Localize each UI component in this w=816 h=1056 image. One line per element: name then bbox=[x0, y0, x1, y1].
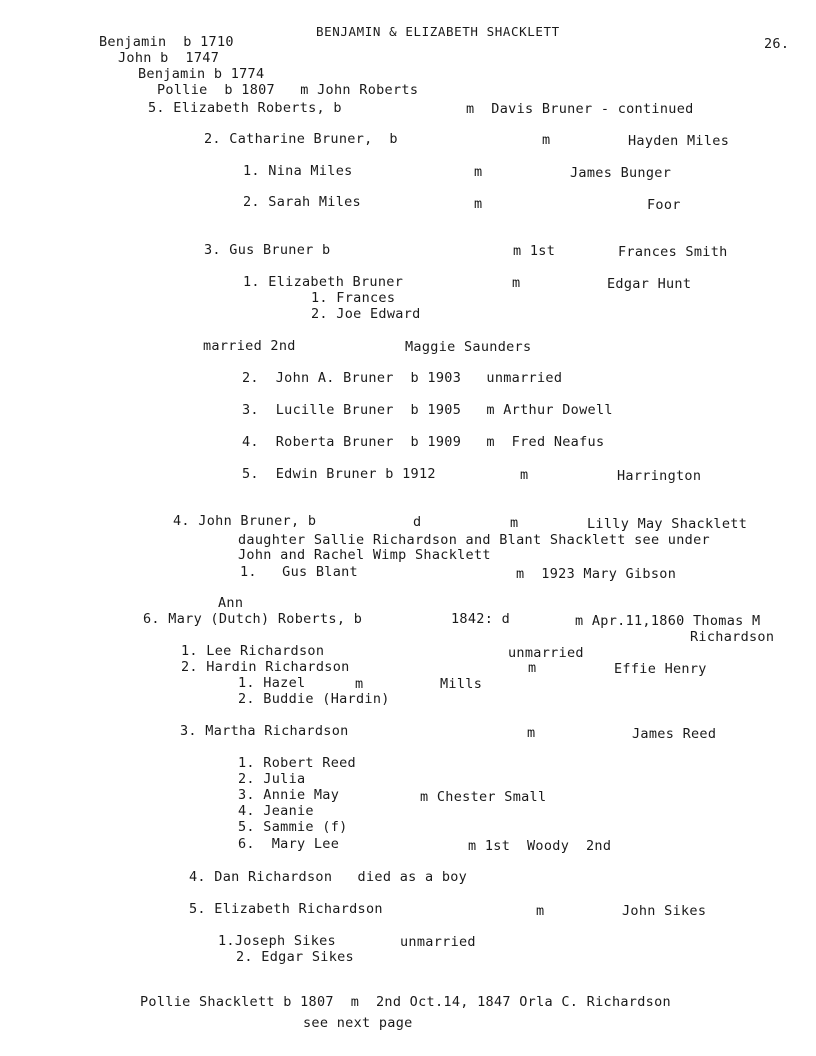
entry-spouse: Maggie Saunders bbox=[405, 339, 532, 355]
entry-line: 2. Sarah Miles bbox=[243, 194, 361, 210]
see-next-page-note: see next page bbox=[303, 1015, 413, 1031]
entry-spouse: Foor bbox=[647, 197, 681, 213]
ancestor-line: Benjamin b 1710 bbox=[99, 34, 234, 50]
entry-line: 4. Jeanie bbox=[238, 803, 314, 819]
entry-spouse: Harrington bbox=[617, 468, 702, 484]
ancestor-line: John b 1747 bbox=[118, 50, 220, 66]
entry-marriage-mark: m 1st bbox=[513, 243, 556, 259]
entry-spouse: m 1923 Mary Gibson bbox=[516, 566, 677, 582]
entry-note: unmarried bbox=[508, 645, 584, 661]
entry-line: 1. Hazel bbox=[238, 675, 306, 691]
entry-marriage-mark: m bbox=[528, 660, 537, 676]
entry-note: John and Rachel Wimp Shacklett bbox=[238, 547, 491, 563]
entry-spouse: Edgar Hunt bbox=[607, 276, 692, 292]
entry-line: 3. Lucille Bruner b 1905 m Arthur Dowell bbox=[242, 402, 613, 418]
page-number: 26. bbox=[764, 36, 790, 52]
entry-dates: 1842: d bbox=[451, 611, 510, 627]
entry-line: 1. Robert Reed bbox=[238, 755, 356, 771]
entry-spouse: m Davis Bruner - continued bbox=[466, 101, 694, 117]
entry-line: 2. Buddie (Hardin) bbox=[238, 691, 390, 707]
ancestor-line: Pollie b 1807 m John Roberts bbox=[157, 82, 419, 98]
entry-spouse: m Apr.11,1860 Thomas M bbox=[575, 613, 761, 629]
entry-line: 5. Edwin Bruner b 1912 bbox=[242, 466, 436, 482]
entry-line: 4. Roberta Bruner b 1909 m Fred Neafus bbox=[242, 434, 605, 450]
entry-line: 2. Julia bbox=[238, 771, 306, 787]
entry-spouse: Mills bbox=[440, 676, 483, 692]
entry-line: 3. Martha Richardson bbox=[180, 723, 349, 739]
entry-marriage-mark: m bbox=[512, 275, 521, 291]
entry-marriage-mark: m bbox=[542, 132, 551, 148]
entry-spouse: m Chester Small bbox=[420, 789, 547, 805]
entry-marriage-mark: m bbox=[510, 515, 519, 531]
entry-line: 2. Edgar Sikes bbox=[236, 949, 354, 965]
entry-line: 4. Dan Richardson died as a boy bbox=[189, 869, 468, 885]
entry-marriage-mark: m bbox=[536, 903, 545, 919]
entry-note: daughter Sallie Richardson and Blant Shacklett see under bbox=[238, 532, 710, 548]
entry-note: unmarried bbox=[400, 934, 476, 950]
entry-line: 4. John Bruner, b bbox=[173, 513, 317, 529]
entry-line: 6. Mary (Dutch) Roberts, b bbox=[143, 611, 363, 627]
entry-line: 6. Mary Lee bbox=[238, 836, 340, 852]
entry-spouse: James Bunger bbox=[570, 165, 672, 181]
entry-line: 1. Nina Miles bbox=[243, 163, 353, 179]
entry-marriage-mark: m bbox=[355, 676, 364, 692]
entry-death-mark: d bbox=[413, 514, 422, 530]
entry-line: 1.Joseph Sikes bbox=[218, 933, 336, 949]
entry-line: 1. Elizabeth Bruner bbox=[243, 274, 404, 290]
entry-line: 3. Gus Bruner b bbox=[204, 242, 331, 258]
entry-spouse: Frances Smith bbox=[618, 244, 728, 260]
entry-line: 2. Hardin Richardson bbox=[181, 659, 350, 675]
entry-line: 1. Gus Blant bbox=[240, 564, 358, 580]
entry-note: Ann bbox=[218, 595, 244, 611]
entry-spouse: Lilly May Shacklett bbox=[587, 516, 748, 532]
entry-line: 2. John A. Bruner b 1903 unmarried bbox=[242, 370, 563, 386]
entry-line: 5. Sammie (f) bbox=[238, 819, 348, 835]
entry-line: 1. Lee Richardson bbox=[181, 643, 325, 659]
entry-marriage-mark: m bbox=[474, 164, 483, 180]
entry-line: 5. Elizabeth Roberts, b bbox=[148, 100, 342, 116]
entry-line: 2. Joe Edward bbox=[311, 306, 421, 322]
entry-spouse: Richardson bbox=[690, 629, 775, 645]
entry-spouse: James Reed bbox=[632, 726, 717, 742]
page-title: BENJAMIN & ELIZABETH SHACKLETT bbox=[316, 24, 560, 39]
entry-marriage-mark: m bbox=[520, 467, 529, 483]
entry-marriage-mark: m bbox=[474, 196, 483, 212]
entry-line: Pollie Shacklett b 1807 m 2nd Oct.14, 1847 Orla C. Richardson bbox=[140, 994, 671, 1010]
entry-line: married 2nd bbox=[203, 338, 296, 354]
entry-line: 2. Catharine Bruner, b bbox=[204, 131, 398, 147]
ancestor-line: Benjamin b 1774 bbox=[138, 66, 265, 82]
entry-spouse: John Sikes bbox=[622, 903, 707, 919]
entry-marriage-mark: m bbox=[527, 725, 536, 741]
entry-spouse: Hayden Miles bbox=[628, 133, 730, 149]
entry-spouse: m 1st Woody 2nd bbox=[468, 838, 612, 854]
entry-line: 3. Annie May bbox=[238, 787, 340, 803]
entry-line: 5. Elizabeth Richardson bbox=[189, 901, 383, 917]
entry-spouse: Effie Henry bbox=[614, 661, 707, 677]
entry-line: 1. Frances bbox=[311, 290, 396, 306]
